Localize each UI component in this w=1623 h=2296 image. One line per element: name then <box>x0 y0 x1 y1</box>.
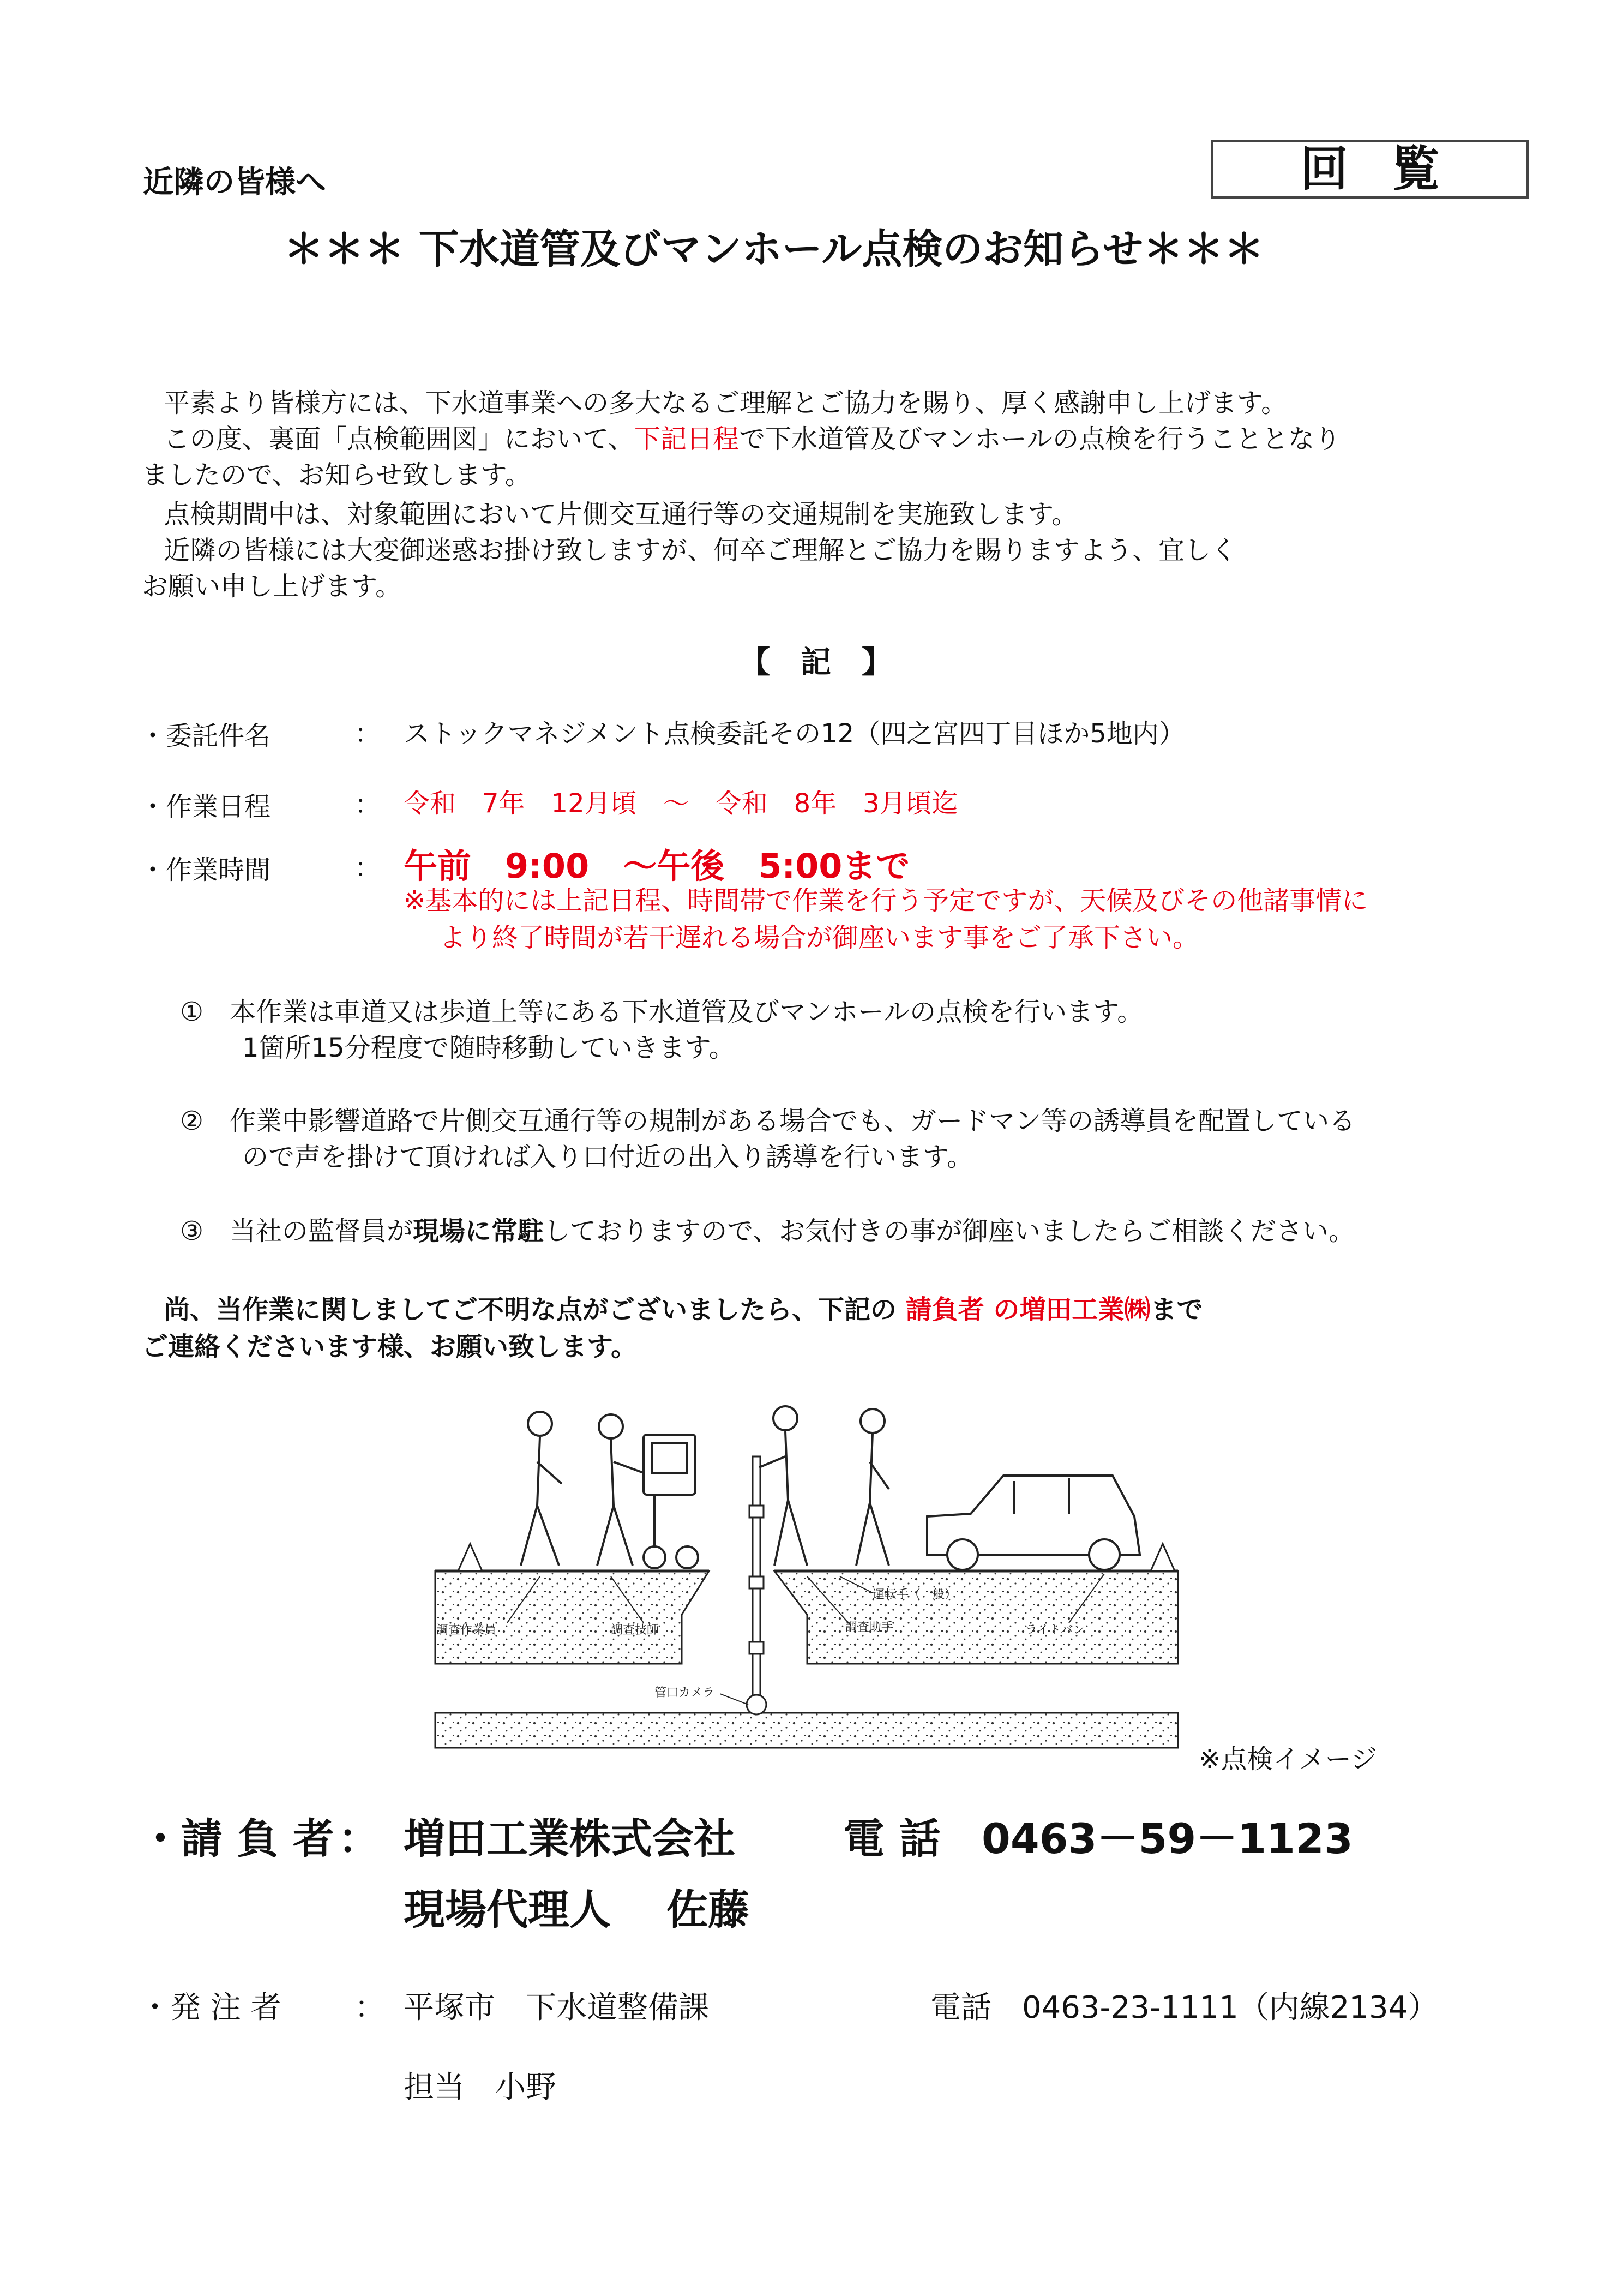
time-label: ・作業時間 <box>140 855 271 885</box>
inspection-illustration <box>425 1380 1200 1773</box>
ground-right <box>774 1571 1178 1664</box>
traffic-cone-left-icon <box>458 1544 482 1571</box>
paragraph-2-highlight: 下記日程 <box>634 424 740 454</box>
label-camera: 管口カメラ <box>654 1686 715 1700</box>
contractor-company: 増田工業株式会社 <box>404 1814 735 1863</box>
note-1: ① 本作業は車道又は歩道上等にある下水道管及びマンホールの点検を行います。 <box>180 997 1144 1027</box>
camera-pole <box>747 1456 766 1714</box>
paragraph-3: 点検期間中は、対象範囲において片側交互通行等の交通規制を実施致します。 <box>164 499 1078 530</box>
van-icon <box>927 1476 1140 1570</box>
contact-request-1-a: 尚、当作業に関しましてご不明な点がございましたら、下記の <box>164 1294 906 1325</box>
site-rep-name: 佐藤 <box>666 1885 749 1934</box>
paragraph-2 <box>164 418 1341 455</box>
paragraph-1: 平素より皆様方には、下水道事業への多大なるご理解とご協力を賜り、厚く感謝申し上げます。 <box>164 388 1288 418</box>
engineer-icon <box>597 1414 698 1568</box>
note-3 <box>180 1210 1355 1248</box>
paragraph-2-b: で下水道管及びマンホールの点検を行うこととなり <box>739 424 1341 454</box>
addressee: 近隣の皆様へ <box>143 165 326 200</box>
client-colon: ： <box>354 1990 385 2025</box>
time-colon: ： <box>354 853 381 883</box>
contract-label: ・委託件名 <box>140 721 271 751</box>
contractor-label: ・請 負 者 <box>140 1814 334 1863</box>
site-rep-label: 現場代理人 <box>404 1885 611 1934</box>
illustration-caption: ※点検イメージ <box>1199 1744 1377 1775</box>
contract-colon: ： <box>354 718 381 749</box>
label-engineer: 調査技師 <box>611 1623 659 1637</box>
time-note-1: ※基本的には上記日程、時間帯で作業を行う予定ですが、天候及びその他諸事情に <box>404 885 1368 916</box>
label-worker: 調査作業員 <box>436 1623 497 1637</box>
client-phone: 電話 0463-23-1111（内線2134） <box>930 1990 1439 2025</box>
assistant-icon <box>759 1406 807 1566</box>
client-org: 平塚市 下水道整備課 <box>404 1990 709 2025</box>
date-value: 令和 7年 12月頃 ～ 令和 8年 3月頃迄 <box>404 788 958 819</box>
client-staff: 担当 小野 <box>404 2070 556 2105</box>
time-note-2: より終了時間が若干遅れる場合が御座います事をご了承下さい。 <box>440 922 1199 953</box>
ki-heading: 【 記 】 <box>740 645 892 680</box>
label-driver: 運転手（一般） <box>873 1588 957 1602</box>
date-label: ・作業日程 <box>140 792 271 822</box>
paragraph-4: 近隣の皆様には大変御迷惑お掛け致しますが、何卒ご理解とご協力を賜りますよう、宜しく <box>164 535 1237 566</box>
contact-request-2: ご連絡くださいます様、お願い致します。 <box>142 1332 638 1362</box>
time-value: 午前 9:00 ～午後 5:00まで <box>404 846 910 886</box>
note-2: ② 作業中影響道路で片側交互通行等の規制がある場合でも、ガードマン等の誘導員を配置している <box>180 1106 1356 1136</box>
paragraph-2-a: この度、裏面「点検範囲図」において、 <box>164 424 635 454</box>
label-assistant: 調査助手 <box>845 1621 894 1634</box>
contact-request-1 <box>164 1288 1203 1326</box>
contractor-colon: ： <box>338 1814 380 1863</box>
paragraph-2-cont: ましたので、お知らせ致します。 <box>142 460 531 490</box>
note-2-cont: ので声を掛けて頂ければ入り口付近の出入り誘導を行います。 <box>242 1142 973 1172</box>
worker-icon <box>521 1412 562 1566</box>
client-label: ・発 注 者 <box>140 1990 281 2025</box>
paragraph-4-cont: お願い申し上げます。 <box>142 571 402 602</box>
label-van: ライトバン <box>1025 1623 1085 1637</box>
date-colon: ： <box>354 789 381 820</box>
sewer-pipe-layer <box>435 1713 1178 1748</box>
driver-icon <box>856 1409 889 1566</box>
traffic-cone-right-icon <box>1151 1544 1175 1571</box>
circulation-stamp: 回覧 <box>1211 140 1529 199</box>
contract-value: ストックマネジメント点検委託その12（四之宮四丁目ほか5地内） <box>404 718 1185 749</box>
note-1-cont: 1箇所15分程度で随時移動していきます。 <box>242 1033 735 1063</box>
ground-left <box>435 1571 709 1664</box>
page-title: ＊＊＊ 下水道管及びマンホール点検のお知らせ＊＊＊ <box>284 226 1265 273</box>
note-3-b: しておりますので、お気付きの事が御座いましたらご相談ください。 <box>544 1216 1355 1246</box>
contractor-phone-label: 電 話 <box>843 1814 941 1863</box>
contact-request-1-b: まで <box>1150 1294 1203 1325</box>
contractor-phone: 0463－59－1123 <box>982 1814 1353 1863</box>
note-3-bold: 現場に常駐 <box>413 1216 544 1246</box>
note-3-a: ③ 当社の監督員が <box>180 1216 413 1246</box>
contact-request-contractor: 請負者 の増田工業㈱ <box>905 1294 1151 1325</box>
